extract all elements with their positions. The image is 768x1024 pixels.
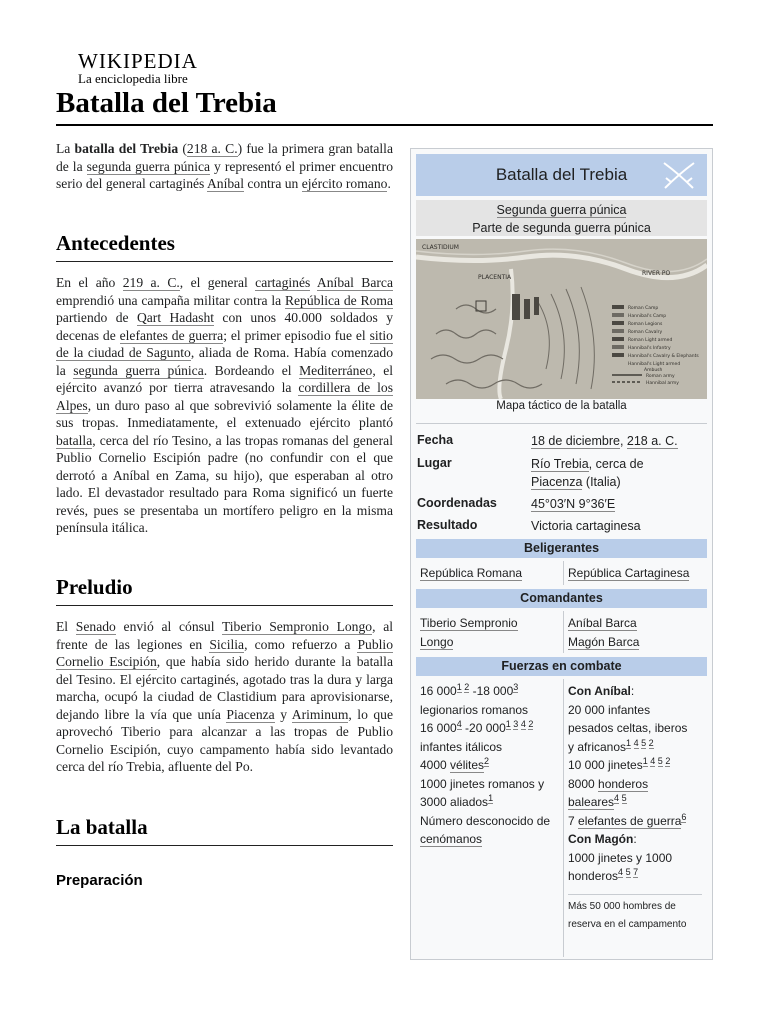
link-mediterraneo[interactable]: Mediterráneo xyxy=(299,362,373,378)
divider xyxy=(416,423,707,424)
coman-left xyxy=(420,614,518,651)
logo-wordmark: WIKIPEDIA xyxy=(78,49,198,73)
ref-link[interactable]: 5 xyxy=(657,756,663,766)
fuerzas-left xyxy=(420,682,560,849)
text: 20 000 infantes xyxy=(568,702,651,717)
text: 8000 xyxy=(568,776,599,791)
infobox-subheader xyxy=(416,200,707,236)
text: , que había sido herido durante la batalla del Tesino. El ejército cartaginés, agotado tras la dura y larga marcha, ocupó la ciudad de Clastidium para aprovisionarse, dejando libre la vía que unía xyxy=(56,654,393,722)
text: ; el primer episodio fue el xyxy=(223,327,370,343)
text: 10 000 jinetes xyxy=(568,758,643,772)
link-republica-romana[interactable]: República Romana xyxy=(420,566,523,580)
link-218-ac[interactable]: 218 a. C. xyxy=(186,141,238,156)
link-honderos[interactable]: honderos xyxy=(598,776,649,791)
text: -18 000 xyxy=(469,684,514,698)
link-qart-hadasht[interactable]: Qart Hadasht xyxy=(136,310,215,325)
ref-link[interactable]: 2 xyxy=(648,737,654,748)
link-ariminum[interactable]: Ariminum xyxy=(291,706,349,722)
preludio-paragraph xyxy=(56,618,393,776)
map-label-clastidium: CLASTIDIUM xyxy=(422,244,459,251)
text: con unos 40.000 soldados y decenas de xyxy=(56,310,394,343)
belig-left xyxy=(420,564,522,583)
heading-preparacion: Preparación xyxy=(56,872,143,889)
text: y xyxy=(274,706,292,722)
intro-text: La xyxy=(56,141,75,156)
text: 1000 jinetes y 1000 xyxy=(568,850,673,865)
text: , como refuerzo a xyxy=(244,636,358,652)
text: , el ejército avanzó por tierra atravesando la xyxy=(56,362,394,395)
fuerzas-right xyxy=(568,682,708,934)
column-divider xyxy=(563,611,564,653)
text: honderos xyxy=(568,869,619,883)
text: partiendo de xyxy=(56,310,137,325)
text: infantes itálicos xyxy=(420,739,503,754)
ref-link[interactable]: 4 xyxy=(650,756,656,766)
text: 16 000 xyxy=(420,721,457,735)
link-piacenza[interactable]: Piacenza xyxy=(226,706,275,722)
intro-text: y representó el primer encuentro serio del general cartaginés xyxy=(56,158,393,191)
link-anibal-barca[interactable]: Aníbal Barca xyxy=(316,275,394,290)
link-coordinates[interactable]: 45°03′N 9°36′E xyxy=(531,497,616,511)
tactical-map-image[interactable] xyxy=(416,239,707,399)
map-legend-item: Hannibal army xyxy=(646,381,679,386)
text: Con Magón xyxy=(568,832,634,846)
link-ejercito-romano[interactable]: ejército romano xyxy=(301,176,388,191)
ref-link[interactable]: 5 xyxy=(625,867,631,877)
map-legend-item: Ambush xyxy=(644,368,663,373)
text: envió al cónsul xyxy=(115,619,222,634)
map-label-river: RIVER PO xyxy=(642,270,671,277)
link-219-ac[interactable]: 219 a. C. xyxy=(122,275,180,290)
link-rio-trebia[interactable]: Río Trebia xyxy=(531,457,589,471)
ref-link[interactable]: 4 xyxy=(618,867,624,877)
infobox-title-text: Batalla del Trebia xyxy=(495,165,628,184)
link-cartagines[interactable]: cartaginés xyxy=(255,275,311,290)
link-cenomanos[interactable]: cenómanos xyxy=(420,832,483,846)
map-legend-item: Roman Camp xyxy=(628,306,659,311)
link-senado[interactable]: Senado xyxy=(75,619,116,634)
text xyxy=(310,275,317,290)
column-divider xyxy=(563,679,564,957)
band-beligerantes: Beligerantes xyxy=(416,539,707,558)
text: , aliada de Roma. Había comenzado la xyxy=(56,345,393,378)
link-anibal[interactable]: Aníbal xyxy=(206,176,244,191)
ref-link[interactable]: 1 xyxy=(505,719,511,729)
link-segunda-guerra-punica-infobox[interactable]: Segunda guerra púnica xyxy=(496,203,627,217)
map-legend-item: Roman Legions xyxy=(628,322,663,327)
infobox xyxy=(410,148,713,960)
link-publio-cornelio-escipion[interactable]: Publio Cornelio Escipión xyxy=(56,636,393,669)
intro-text: contra un xyxy=(243,176,302,191)
link-piacenza-infobox[interactable]: Piacenza xyxy=(531,475,583,489)
map-legend-item: Hannibal's Infantry xyxy=(628,346,671,351)
ref-link[interactable]: 5 xyxy=(621,793,627,803)
band-comandantes: Comandantes xyxy=(416,589,707,608)
map-legend-item: Roman Cavalry xyxy=(628,330,663,335)
label-lugar: Lugar xyxy=(417,456,452,470)
crossed-swords-icon xyxy=(661,160,697,192)
ref-link[interactable]: 1 xyxy=(456,682,462,692)
ref-link[interactable]: 4 xyxy=(520,719,526,729)
text: Con Aníbal xyxy=(568,684,631,698)
intro-text: ) fue la primera gran batalla de la xyxy=(56,141,393,174)
text: , cerca del río Tesino, a las tropas romanas del general Publio Cornelio Escipión padre (no confundir con el que derrotó a Aníbal en Zama, su hijo), que esperaban al otro lado. El devastador resultado para Roma significó un fuerte revés, pues se presentaba un mortífero peligro en la misma península itálica. xyxy=(56,432,393,535)
map-legend-item: Hannibal's Camp xyxy=(628,314,667,319)
map-caption: Mapa táctico de la batalla xyxy=(496,400,627,412)
ref-link[interactable]: 6 xyxy=(681,811,687,822)
heading-antecedentes: Antecedentes xyxy=(56,230,393,262)
link-segunda-guerra-punica[interactable]: segunda guerra púnica xyxy=(86,158,211,174)
value-lugar xyxy=(531,455,707,491)
ref-link[interactable]: 2 xyxy=(528,719,534,729)
text: . Bordeando el xyxy=(203,362,300,378)
belig-right xyxy=(568,564,689,583)
link-tiberio-sempronio-longo[interactable]: Tiberio Sempronio Longo xyxy=(221,619,373,634)
link-sitio-de-sagunto[interactable]: sitio de la ciudad de Sagunto xyxy=(56,327,393,360)
ref-link[interactable]: 2 xyxy=(464,682,470,692)
infobox-part-of: Parte de segunda guerra púnica xyxy=(472,221,651,235)
map-legend-item: Hannibal's Light armed xyxy=(628,362,681,367)
value-coordenadas xyxy=(531,495,707,513)
intro-text: . xyxy=(387,176,391,191)
heading-preludio: Preludio xyxy=(56,574,393,606)
intro-bold-title: batalla del Trebia xyxy=(74,141,179,156)
text: 16 000 xyxy=(420,684,457,698)
value-resultado: Victoria cartaginesa xyxy=(531,519,641,533)
ref-link[interactable]: 4 xyxy=(456,719,462,729)
text: 4000 xyxy=(420,758,451,772)
text: , cerca de xyxy=(588,457,644,471)
ref-link[interactable]: 2 xyxy=(484,756,490,766)
link-sicilia[interactable]: Sicilia xyxy=(209,636,245,652)
link-baleares[interactable]: baleares xyxy=(568,795,615,809)
text: 1000 jinetes romanos y xyxy=(420,776,545,791)
text: Más 50 000 hombres de xyxy=(568,900,676,912)
ref-link[interactable]: 1 xyxy=(488,793,494,803)
link-218-ac-infobox[interactable]: 218 a. C. xyxy=(626,434,678,448)
ref-link[interactable]: 7 xyxy=(633,867,639,877)
link-magon-barca[interactable]: Magón Barca xyxy=(568,634,640,649)
link-18-diciembre[interactable]: 18 de diciembre xyxy=(531,434,620,448)
text: Número desconocido de xyxy=(420,813,551,828)
wikipedia-logo[interactable] xyxy=(78,50,238,86)
intro-paragraph xyxy=(56,140,393,193)
text: , xyxy=(619,434,627,448)
text: (Italia) xyxy=(582,475,621,489)
ref-link[interactable]: 3 xyxy=(513,682,519,692)
ref-link[interactable]: 3 xyxy=(513,719,519,729)
text: , lo que aprovechó Tiberio para alcanzar a las tropas de Publio Cornelio Escipión, cuyo campamento había sido levantado cerca del río Trebia, afluente del Po. xyxy=(56,706,393,774)
divider xyxy=(568,894,702,895)
text: 7 xyxy=(568,813,579,828)
page-title: Batalla del Trebia xyxy=(56,87,277,119)
value-fecha xyxy=(531,432,707,450)
text: : xyxy=(633,832,637,846)
text: , el general xyxy=(179,275,256,290)
text: pesados celtas, iberos xyxy=(568,721,688,735)
ref-link[interactable]: 5 xyxy=(641,737,647,748)
map-legend-item: Roman army xyxy=(646,374,675,379)
label-resultado: Resultado xyxy=(417,518,478,532)
link-anibal-barca-infobox[interactable]: Aníbal Barca xyxy=(568,616,637,630)
map-label-placentia: PLACENTIA xyxy=(478,274,512,281)
text: y africanos xyxy=(568,739,627,754)
link-velites[interactable]: vélites xyxy=(450,758,485,772)
text: legionarios romanos xyxy=(420,702,529,717)
ref-link[interactable]: 1 xyxy=(626,737,632,748)
ref-link[interactable]: 4 xyxy=(614,793,620,803)
coman-right xyxy=(568,614,639,651)
text: En el año xyxy=(56,275,123,290)
text: reserva en el campamento xyxy=(568,918,687,930)
text: 3000 aliados xyxy=(420,795,489,809)
infobox-title xyxy=(416,154,707,196)
text: , al frente de las legiones en xyxy=(56,619,394,652)
link-elefantes-de-guerra[interactable]: elefantes de guerra xyxy=(119,327,224,343)
title-divider xyxy=(56,124,713,126)
text: : xyxy=(630,684,635,698)
link-tiberio-sempronio-infobox[interactable]: Tiberio Sempronio xyxy=(420,616,518,630)
ref-link[interactable]: 1 xyxy=(642,756,648,766)
link-cordillera-de-los-alpes[interactable]: cordillera de los Alpes xyxy=(56,380,393,413)
ref-link[interactable]: 4 xyxy=(633,737,639,748)
text: , un duro paso al que sobrevivió solamente la élite de sus tropas. Inmediatamente, el extenuado ejército plantó xyxy=(56,397,393,430)
link-elefantes-de-guerra-infobox[interactable]: elefantes de guerra xyxy=(578,813,682,828)
map-drawing xyxy=(416,239,707,399)
map-legend-item: Roman Light armed xyxy=(628,338,673,343)
text: -20 000 xyxy=(461,721,506,735)
text: El xyxy=(56,619,76,634)
heading-la-batalla: La batalla xyxy=(56,814,393,846)
map-legend-item: Hannibal's Cavalry & Elephants xyxy=(628,354,699,359)
ref-link[interactable]: 2 xyxy=(665,756,671,766)
label-fecha: Fecha xyxy=(417,433,454,447)
intro-text: ( xyxy=(178,141,187,156)
label-coordenadas: Coordenadas xyxy=(417,496,497,510)
antecedentes-paragraph xyxy=(56,274,393,537)
link-longo-infobox[interactable]: Longo xyxy=(420,634,454,649)
link-republica-cartaginesa[interactable]: República Cartaginesa xyxy=(568,566,690,580)
text: emprendió una campaña militar contra la xyxy=(56,292,285,308)
link-republica-de-roma[interactable]: República de Roma xyxy=(284,292,393,308)
band-fuerzas: Fuerzas en combate xyxy=(416,657,707,676)
logo-tagline: La enciclopedia libre xyxy=(78,71,188,86)
column-divider xyxy=(563,561,564,585)
link-batalla[interactable]: batalla xyxy=(56,432,93,448)
link-segunda-guerra-punica-2[interactable]: segunda guerra púnica xyxy=(73,362,204,378)
